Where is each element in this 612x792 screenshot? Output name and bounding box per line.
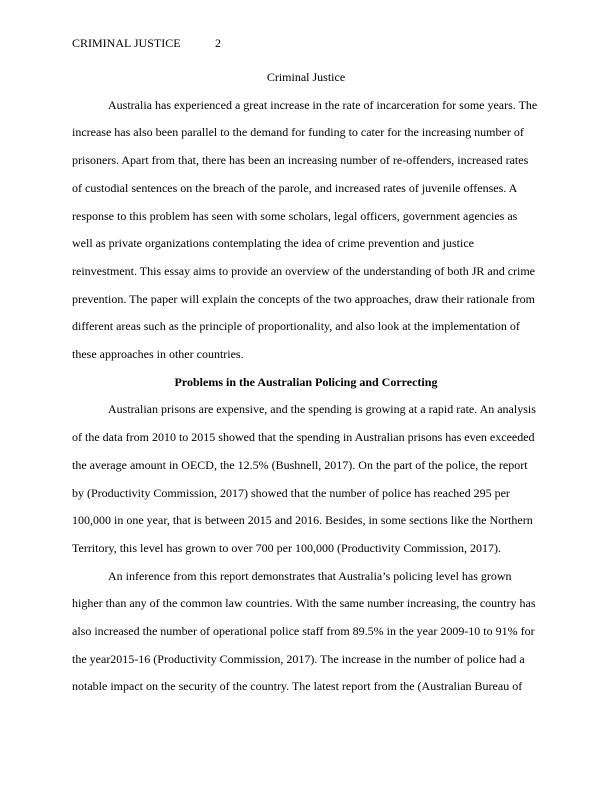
text-line: prevention. The paper will explain the concepts of the two approaches, draw their rationale from xyxy=(72,291,535,306)
document-body xyxy=(72,64,540,701)
text-line: Territory, this level has grown to over 700 per 100,000 (Productivity Commission, 2017). xyxy=(72,540,501,555)
text-line: also increased the number of operational police staff from 89.5% in the year 2009-10 to 91% for xyxy=(72,624,535,639)
text-line: notable impact on the security of the country. The latest report from the (Australian Bureau of xyxy=(72,679,523,694)
text-line: well as private organizations contemplating the idea of crime prevention and justice xyxy=(72,236,474,251)
text-line: the average amount in OECD, the 12.5% (Bushnell, 2017). On the part of the police, the report xyxy=(72,457,528,472)
running-head: CRIMINAL JUSTICE xyxy=(72,36,181,50)
text-line: the year2015-16 (Productivity Commission, 2017). The increase in the number of police had a xyxy=(72,651,525,666)
text-line: by (Productivity Commission, 2017) showed that the number of police has reached 295 per xyxy=(72,485,510,500)
text-line: response to this problem has seen with some scholars, legal officers, government agencies as xyxy=(72,208,518,223)
document-title: Criminal Justice xyxy=(266,70,346,84)
text-line: Australian prisons are expensive, and the spending is growing at a rapid rate. An analysis xyxy=(108,402,536,417)
text-line: higher than any of the common law countries. With the same number increasing, the country has xyxy=(72,596,536,611)
paragraph-intro xyxy=(72,92,540,369)
text-line: 100,000 in one year, that is between 2015 and 2016. Besides, in some sections like the Northern xyxy=(72,513,533,528)
text-line: reinvestment. This essay aims to provide an overview of the understanding of both JR and crime xyxy=(72,263,536,278)
text-line: of custodial sentences on the breach of the parole, and increased rates of juvenile offenses. A xyxy=(72,180,518,195)
text-line: these approaches in other countries. xyxy=(72,347,244,362)
text-line: of the data from 2010 to 2015 showed that the spending in Australian prisons has even exceeded xyxy=(72,430,535,445)
text-line: Australia has experienced a great increase in the rate of incarceration for some years. The xyxy=(108,97,538,112)
text-line: An inference from this report demonstrates that Australia’s policing level has grown xyxy=(108,568,512,583)
text-line: increase has also been parallel to the demand for funding to cater for the increasing number of xyxy=(72,125,524,140)
text-line: prisoners. Apart from that, there has been an increasing number of re-offenders, increased rates xyxy=(72,153,529,168)
paragraph-spending xyxy=(72,396,540,562)
paragraph-inference xyxy=(72,563,540,702)
text-line: different areas such as the principle of proportionality, and also look at the implementation of xyxy=(72,319,520,334)
page-number: 2 xyxy=(215,36,221,50)
section-heading: Problems in the Australian Policing and Correcting xyxy=(174,374,438,389)
